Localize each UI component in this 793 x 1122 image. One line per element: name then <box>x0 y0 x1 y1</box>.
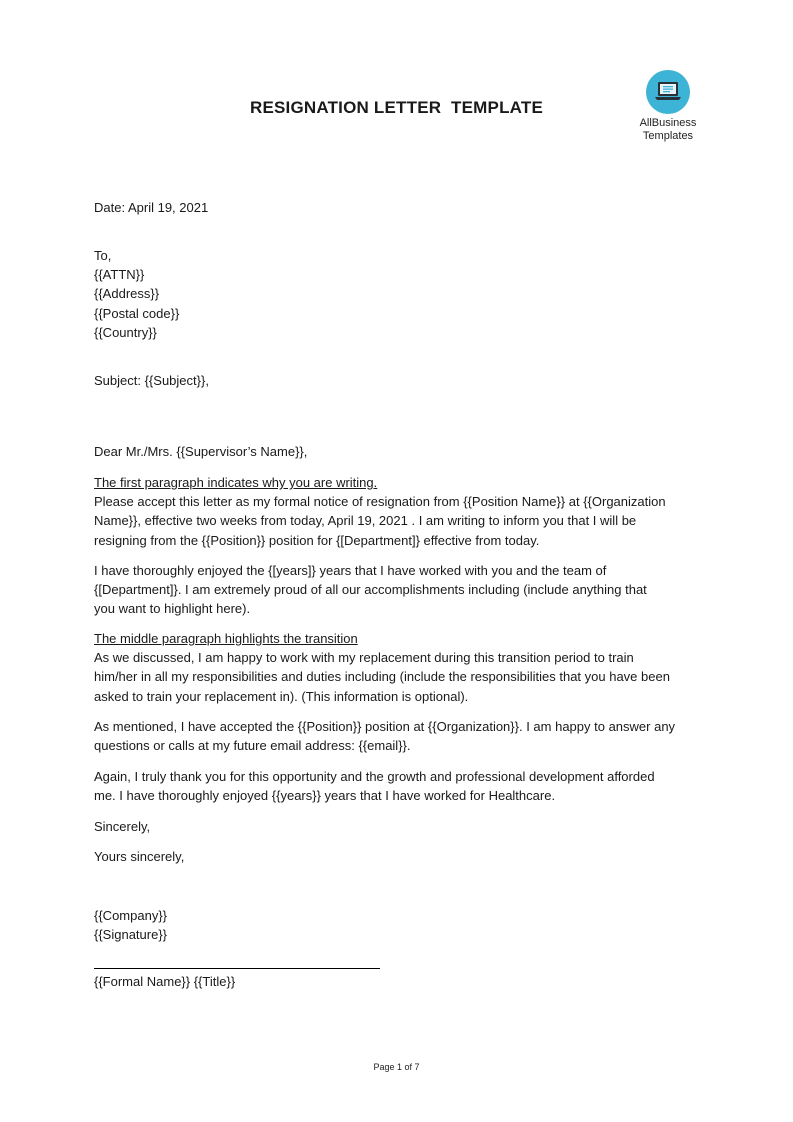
paragraph-five <box>94 767 704 805</box>
address-line: {{Country}} <box>94 324 157 340</box>
paragraph-line: questions or calls at my future email address: {{email}}. <box>94 738 411 754</box>
page-number: Page 1 of 7 <box>373 1062 420 1072</box>
letter-subject: Subject: {{Subject}}, <box>94 373 209 388</box>
document-title: RESIGNATION LETTER TEMPLATE <box>249 98 544 117</box>
logo-line-1: AllBusiness <box>639 117 697 129</box>
paragraph-line: As we discussed, I am happy to work with my replacement during this transition period to train <box>94 650 634 666</box>
paragraph-line: asked to train your replacement in). (This information is optional). <box>94 688 469 704</box>
paragraph-four <box>94 717 704 755</box>
logo-text <box>632 117 704 143</box>
signature-block <box>94 906 704 944</box>
recipient-address <box>94 246 704 342</box>
brand-logo <box>632 70 704 143</box>
paragraph-line: Please accept this letter as my formal notice of resignation from {{Position Name}} at {{Organization <box>94 494 666 510</box>
address-line: To, <box>94 248 112 263</box>
paragraph-line: me. I have thoroughly enjoyed {{years}} years that I have worked for Healthcare. <box>94 788 556 804</box>
section-heading: The middle paragraph highlights the transition <box>94 631 358 646</box>
address-line: {{Postal code}} <box>94 305 180 321</box>
paragraph-line: you want to highlight here). <box>94 601 251 617</box>
formal-name: {{Formal Name}} {{Title}} <box>94 974 236 989</box>
paragraph-line: Name}}, effective two weeks from today, April 19, 2021 . I am writing to inform you that I will be <box>94 513 637 529</box>
paragraph-three <box>94 629 704 706</box>
paragraph-line: him/her in all my responsibilities and duties including (include the responsibilities that you have been <box>94 669 670 685</box>
address-line: {{Address}} <box>94 286 160 302</box>
laptop-icon <box>646 70 690 114</box>
paragraph-line: I have thoroughly enjoyed the {[years]} years that I have worked with you and the team of <box>94 563 607 578</box>
paragraph-line: As mentioned, I have accepted the {{Position}} position at {{Organization}}. I am happy to answer any <box>94 719 676 734</box>
paragraph-one <box>94 473 704 550</box>
paragraph-line: resigning from the {{Position}} position for {[Department]} effective from today. <box>94 532 540 548</box>
signature-placeholder: {{Signature}} <box>94 927 168 943</box>
letter-date: Date: April 19, 2021 <box>94 200 209 215</box>
paragraph-line: Again, I truly thank you for this opportunity and the growth and professional development afforded <box>94 769 655 784</box>
logo-line-2: Templates <box>642 130 694 142</box>
closing-yours-sincerely: Yours sincerely, <box>94 849 185 864</box>
closing-sincerely: Sincerely, <box>94 819 151 834</box>
paragraph-line: {[Department]}. I am extremely proud of all our accomplishments including (include anything that <box>94 582 647 598</box>
letter-salutation: Dear Mr./Mrs. {{Supervisor’s Name}}, <box>94 444 308 459</box>
signature-line <box>94 968 380 969</box>
section-heading: The first paragraph indicates why you are writing. <box>94 475 378 490</box>
paragraph-two <box>94 561 704 619</box>
address-line: {{ATTN}} <box>94 267 145 283</box>
company-placeholder: {{Company}} <box>94 908 168 923</box>
